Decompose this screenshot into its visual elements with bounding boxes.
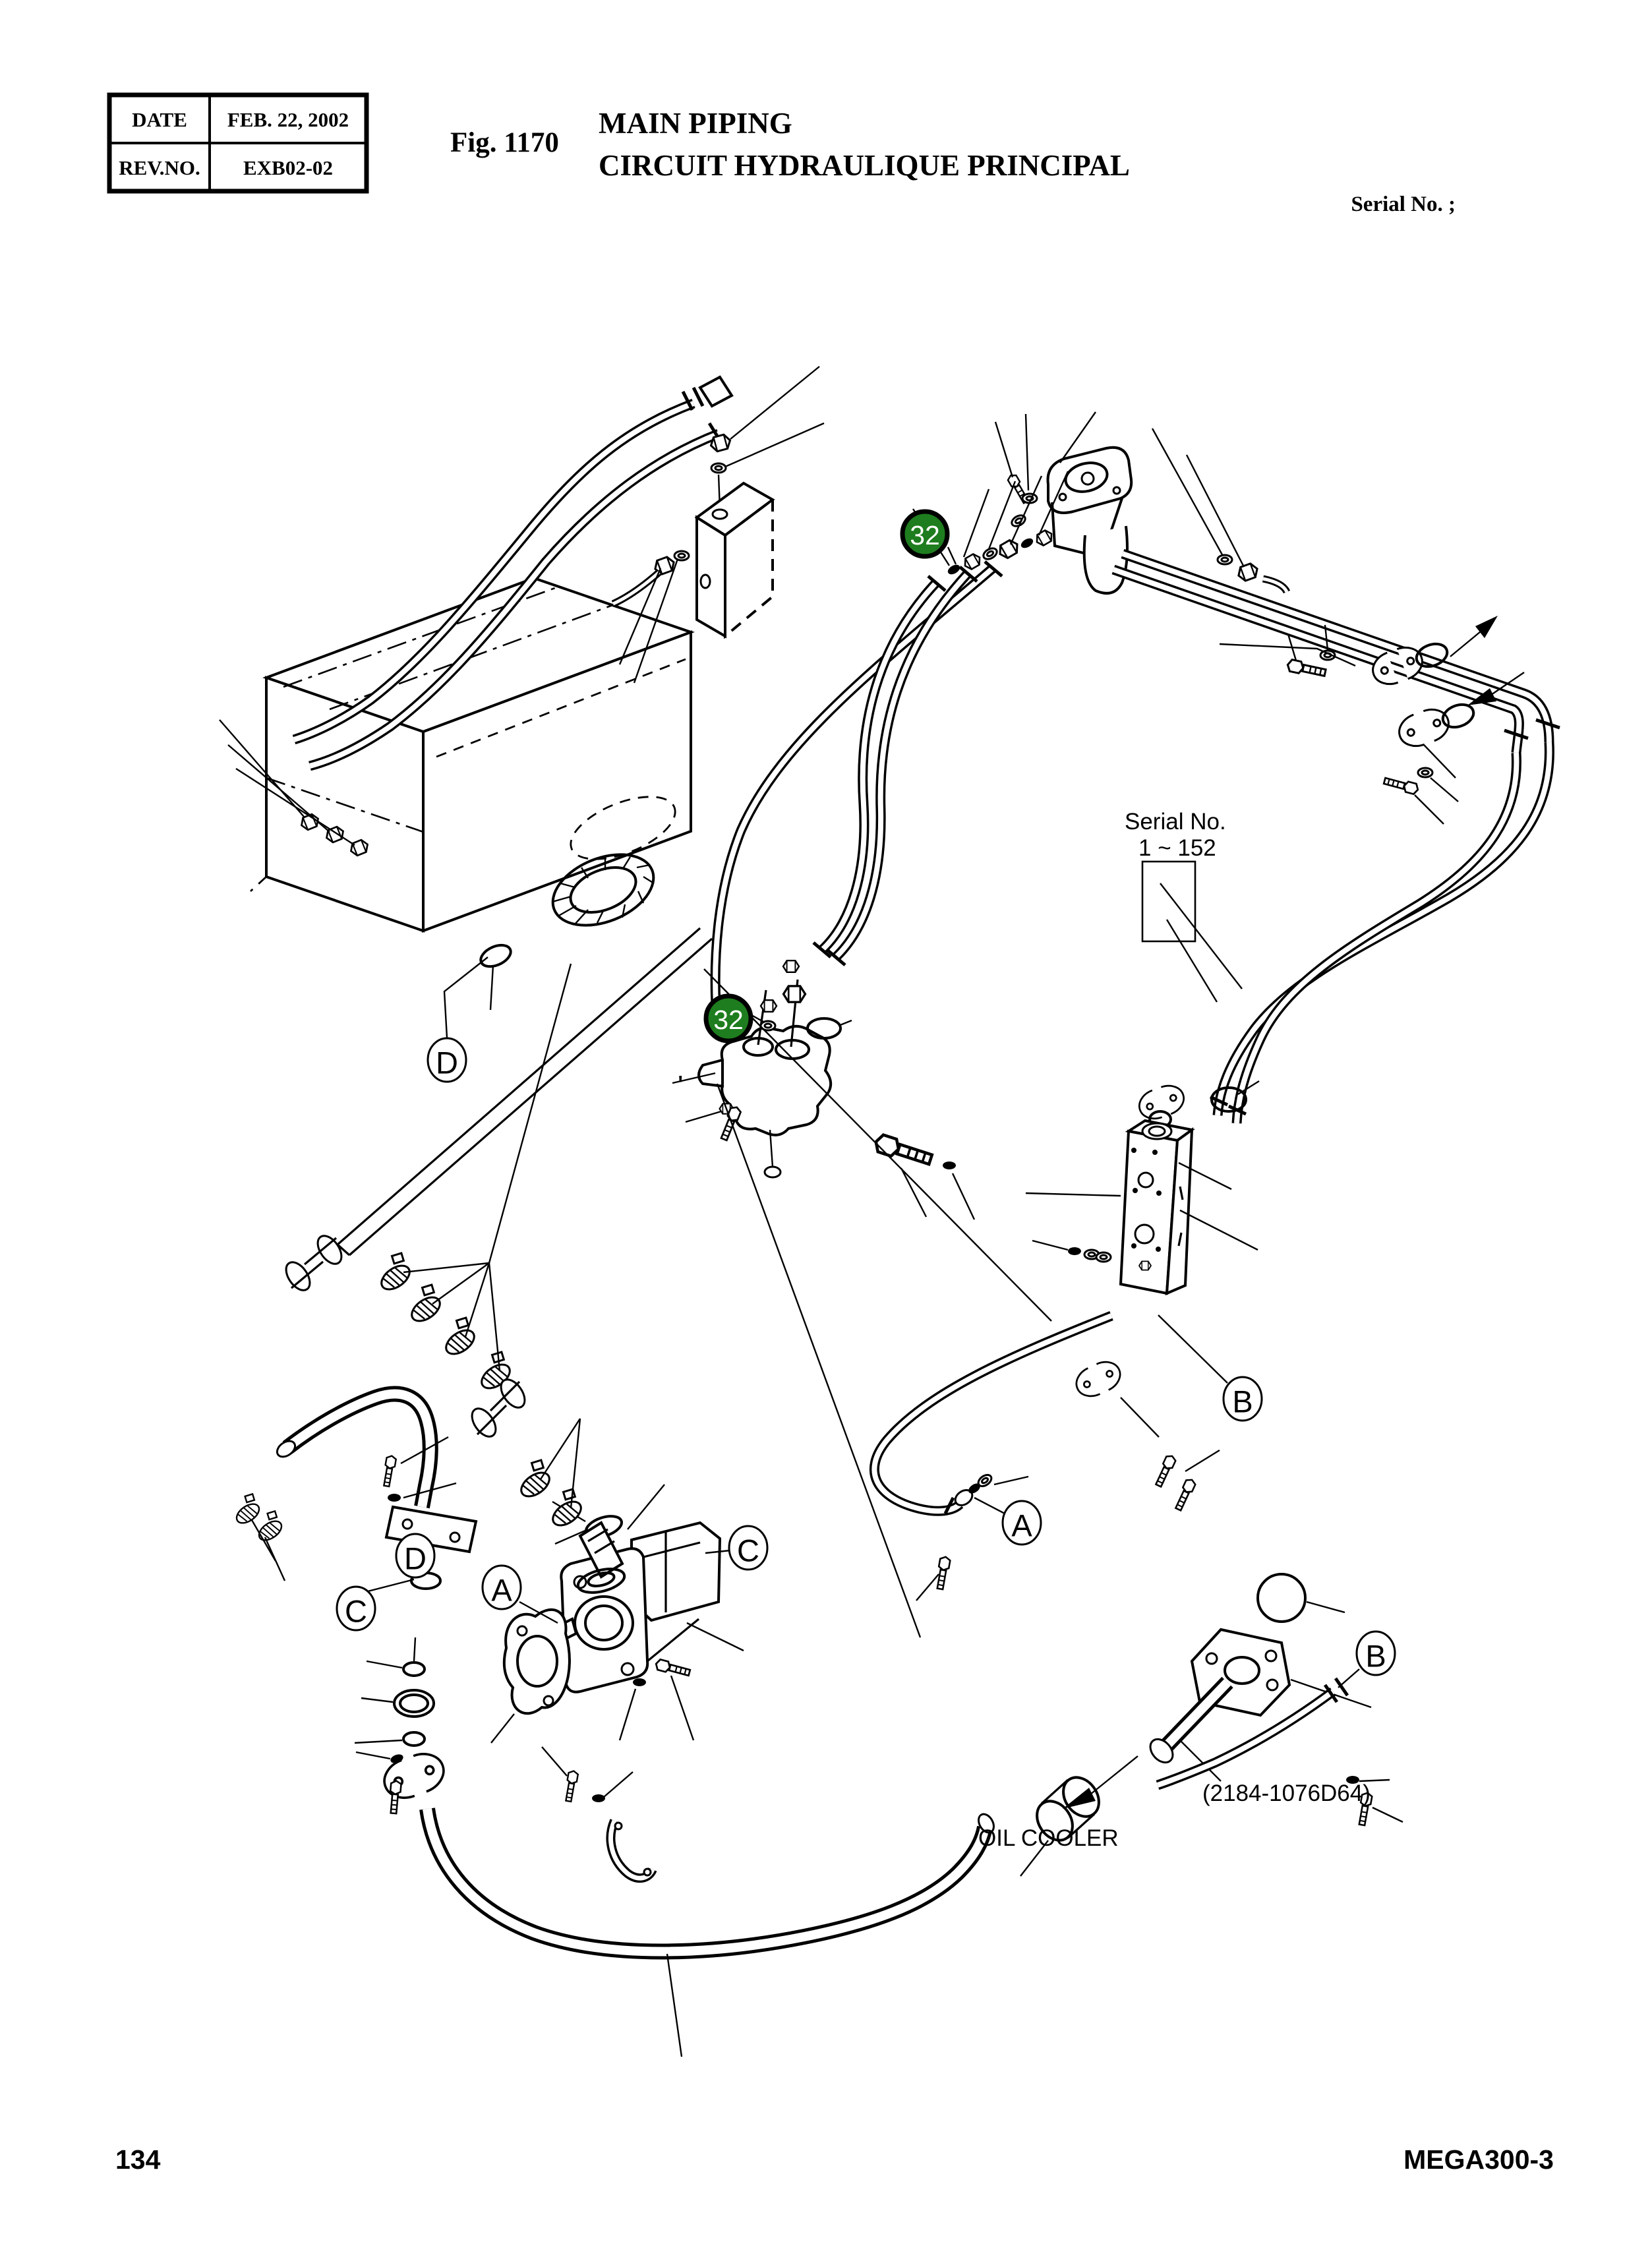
split-flange-cluster <box>1220 616 1524 824</box>
header-block <box>109 95 1456 216</box>
page-title-fr: CIRCUIT HYDRAULIQUE PRINCIPAL <box>599 149 1130 182</box>
callout-d1 <box>428 1038 466 1082</box>
figure-number: Fig. 1170 <box>450 127 559 158</box>
item-badge-32b <box>706 996 751 1041</box>
rev-no-value: EXB02-02 <box>243 156 334 179</box>
svg-text:C: C <box>737 1533 759 1568</box>
svg-text:D: D <box>404 1541 427 1576</box>
svg-text:A: A <box>1011 1508 1032 1543</box>
pump-gasket <box>504 1610 570 1713</box>
serial-note-line2: 1 ~ 152 <box>1138 835 1216 861</box>
priority-valve-drawing <box>995 412 1287 593</box>
callout-c2 <box>729 1526 767 1570</box>
serial-caption: Serial No. ; <box>1351 192 1456 216</box>
hydraulic-tank-drawing <box>220 578 712 1255</box>
svg-text:B: B <box>1365 1638 1386 1674</box>
footer-block <box>115 2144 1554 2175</box>
callout-a1 <box>483 1566 521 1609</box>
svg-text:A: A <box>491 1572 512 1608</box>
item-badge-label: 32 <box>713 1005 744 1035</box>
callout-b2 <box>1357 1632 1395 1675</box>
serial-range-note <box>1125 809 1242 1002</box>
direction-arrow-icon <box>1450 616 1498 657</box>
svg-text:D: D <box>436 1045 458 1080</box>
date-value: FEB. 22, 2002 <box>227 108 349 131</box>
valve-cylinder <box>1084 526 1127 593</box>
callout-a2 <box>1003 1501 1041 1544</box>
pump-outlet-hose <box>874 1316 1111 1601</box>
oil-cooler-label: OIL COOLER <box>978 1825 1119 1851</box>
gear-pump-drawing <box>491 1502 744 1743</box>
rev-no-label: REV.NO. <box>119 156 200 179</box>
direction-arrow-icon <box>1063 1756 1138 1809</box>
center-hoses <box>709 562 1002 1024</box>
callout-b1 <box>1224 1377 1262 1421</box>
svg-text:B: B <box>1232 1384 1253 1419</box>
callout-c1 <box>337 1587 375 1630</box>
page-title-en: MAIN PIPING <box>599 107 792 140</box>
hose-part-number: (2184-1076D64) <box>1202 1780 1371 1806</box>
page-number: 134 <box>115 2144 161 2175</box>
item-badge-32a <box>902 512 947 556</box>
item-badge-label: 32 <box>910 520 940 550</box>
date-label: DATE <box>132 108 187 131</box>
manifold-block-drawing <box>1026 1081 1259 1512</box>
svg-text:C: C <box>345 1593 367 1629</box>
callout-d2 <box>396 1534 434 1577</box>
tick-mark: ' <box>678 1070 684 1102</box>
model-code: MEGA300-3 <box>1403 2144 1554 2175</box>
elbow-fitting <box>700 377 732 406</box>
serial-note-line1: Serial No. <box>1125 809 1226 835</box>
suction-pipe-assembly <box>355 1637 997 2057</box>
